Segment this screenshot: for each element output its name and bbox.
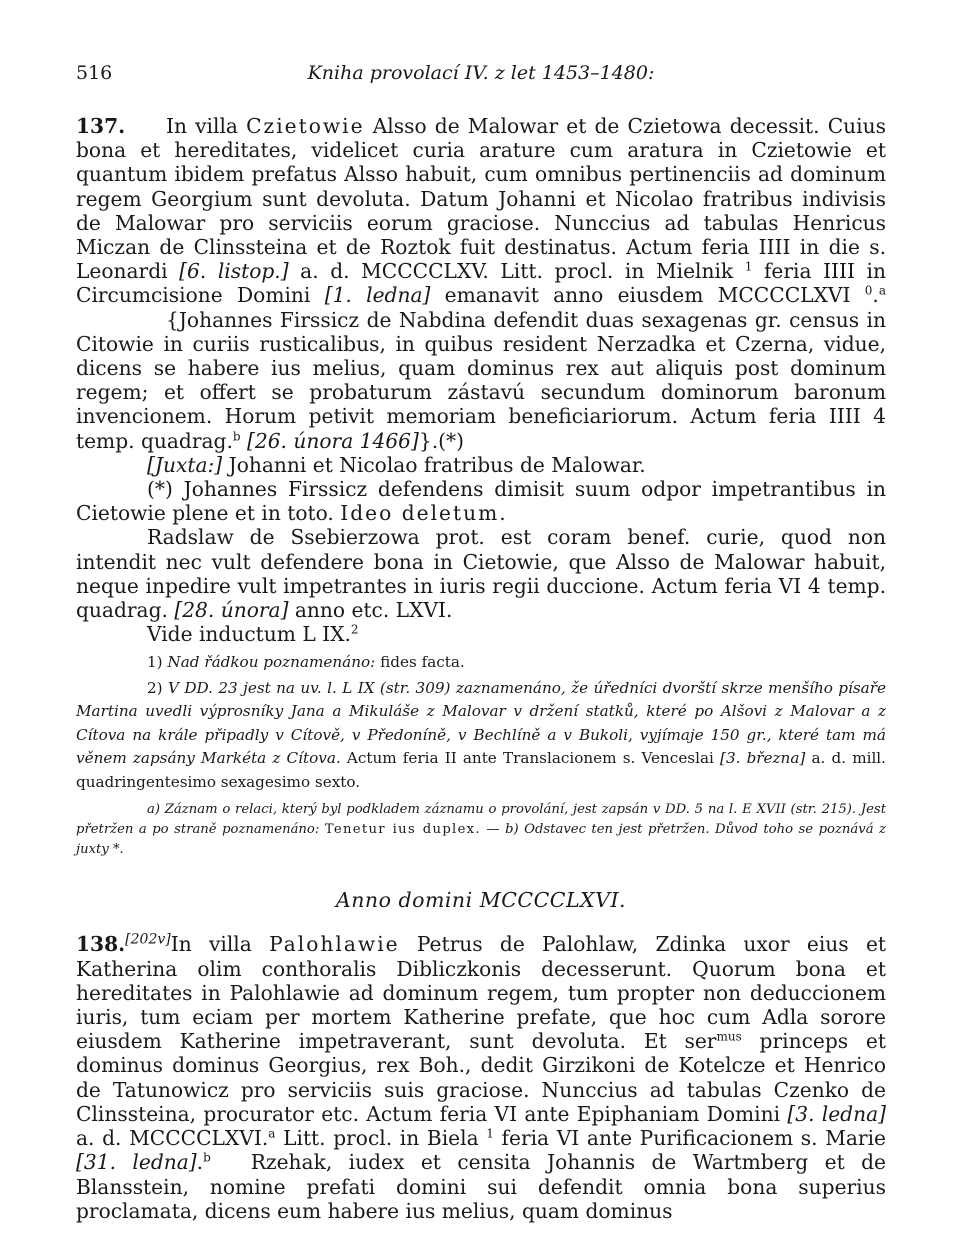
radslaw-paragraph — [76, 525, 886, 622]
entry-text: a. d. MCCCCLXV. Litt. procl. in Mielnik — [288, 259, 745, 284]
footnote-text: a. d. mill. quadringentesimo sexagesimo sexto. — [76, 749, 886, 791]
entry-text: a. d. MCCCCLXVI. — [76, 1126, 269, 1151]
date-annotation: [26. února 1466] — [246, 428, 419, 453]
note-mark: a) — [147, 802, 161, 818]
running-title: Kniha provolací IV. z let 1453–1480: — [307, 62, 655, 84]
entry-text: princeps et dominus dominus Georgius, rex Boh., dedit Girzikoni de Kotelcze et Henrico de Tatunowicz pro serviciis suis graciose. Nunccius ad tabulas Czenko de Clinssteina, procurator etc. Actum feria VI ante Epiphaniam Domini — [76, 1029, 886, 1126]
note-ref: a — [268, 1126, 276, 1141]
entry-text: In villa — [170, 932, 270, 957]
entry-text: Rzehak, iudex et censita Johannis de Wartmberg et de Blansstein, nomine prefati domini sui defendit omnia bona superius proclamata, dicens eum habere ius melius, quam dominus — [76, 1150, 886, 1223]
footnote-text: fides facta. — [375, 653, 465, 672]
date-annotation: [31. ledna] — [76, 1150, 197, 1175]
entry-text: . — [196, 1150, 204, 1175]
note-ref: 0 — [864, 283, 873, 298]
footnote-ref: 1 — [486, 1126, 494, 1141]
entry-text: Litt. procl. in Biela — [275, 1126, 487, 1151]
superscript: mus — [716, 1029, 742, 1044]
entry-text: feria VI ante Purificacionem s. Marie — [493, 1126, 886, 1151]
page-header — [76, 62, 886, 92]
entry-text: . — [872, 283, 879, 308]
footnote-mark: 1) — [147, 653, 163, 672]
place-name: Czietowie — [246, 114, 365, 138]
note-ref: a — [878, 283, 886, 298]
juxta-text: Johanni et Nicolao fratribus de Malowar. — [222, 452, 646, 477]
entry-number: 138. — [76, 932, 126, 957]
note-dash: — — [480, 822, 506, 838]
place-name: Palohlawie — [269, 932, 400, 957]
entry-text: Alsso de Malowar et de Czietowa decessit. Cuius bona et hereditates, videlicet curia arature cum aratura in Czietowie et quantum ibidem prefatus Alsso habuit, cum omnibus pertinenciis ad dominum regem Georgium sunt devoluta. Datum Johanni et Nicolao fratribus indivisis de Malowar pro serviciis eorum graciose. Nunccius ad tabulas Henricus Miczan de Clinssteina et de Roztok fuit destinatus. Actum feria IIII in die s. Leonardi — [76, 114, 886, 284]
juxta-label: [Juxta:] — [147, 452, 223, 477]
radslaw-text: Radslaw de Ssebierzowa prot. est coram benef. curie, quod non intendit nec vult defendere bona in Cietowie, que Alsso de Malowar habuit, neque inpedire vult impetrantes in iuris regii duccione. Actum feria VI 4 temp. quadrag. — [76, 525, 886, 623]
entry-text: }.(*) — [418, 428, 465, 453]
entry-text: {Johannes Firssicz de Nabdina defendit duas sexagenas gr. census in Citowie in curiis rusticalibus, in quibus resident Nerzadka et Czerna, vidue, dicens se habere ius melius, quam dominus rex aut aliquis post dominum regem; et offert se probaturum zástavú secundum dominorum baronum invencionem. Horum petivit memoriam beneficiariorum. Actum feria IIII 4 temp. quadrag. — [76, 307, 886, 453]
note-ref: b — [232, 428, 241, 443]
note-ref: b — [203, 1150, 211, 1165]
note-text: Odstavec ten jest přetržen. Důvod toho se poznává z juxty *. — [76, 822, 886, 858]
page-number: 516 — [76, 62, 113, 84]
date-annotation: [3. ledna] — [787, 1101, 887, 1126]
document-page — [76, 62, 886, 1223]
section-title: Anno domini MCCCCLXVI. — [335, 888, 627, 913]
note-mark: b) — [505, 822, 519, 838]
footnote-italic: Nad řádkou poznamenáno: — [162, 653, 376, 672]
entry-text: In villa — [165, 114, 247, 138]
note-quote: Tenetur ius duplex. — [324, 822, 481, 838]
note-text: Záznam o relaci, který byl podkladem záznamu o provolání, jest zapsán v DD. 5 na l. E XVII (str. 215). Jest přetržen a po straně poznamenáno: — [76, 802, 886, 838]
entry-text: feria IIII in Circumcisione Domini — [76, 259, 886, 308]
vide-text: Vide inductum L IX. — [147, 622, 351, 647]
footnote-italic: V DD. 23 jest na uv. l. L IX (str. 309) zaznamenáno, že úředníci dvorští skrze menšího písaře Martina uvedli výprosníky Jana a Mikuláše z Malovar v držení statků, které po Alšovi z Malovar a z Cítova na krále připadly v Cítově, v Předoníně, v Bechlíně a v Bukoli, vyjímaje 150 gr., které tam má věnem zapsány Markéta z Cítova. — [76, 678, 886, 768]
star-note-text: (*) Johannes Firssicz defendens dimisit suum odpor impetrantibus in Cietowie plene et in toto. — [76, 477, 886, 526]
entry-text: emanavit anno eiusdem MCCCCLXVI — [430, 283, 865, 308]
folio-mark: [202v] — [125, 931, 171, 948]
footnote-1 — [76, 651, 886, 675]
vide-line — [76, 622, 886, 646]
footnote-ref: 1 — [744, 259, 753, 274]
entry-138 — [76, 932, 886, 1222]
footnote-ref: 2 — [350, 622, 359, 637]
entry-137 — [76, 114, 886, 453]
juxta-line — [76, 453, 886, 477]
entry-number: 137. — [76, 114, 126, 138]
footnote-text: Actum feria II ante Translacionem s. Venceslai — [340, 749, 721, 768]
entry-text: Petrus de Palohlaw, Zdinka uxor eius et Katherina olim conthoralis Dibliczkonis decesserunt. Quorum bona et hereditates in Palohlawie ad dominum regem, tum propter non deduccionem iuris, tum eciam per mortem Katherine prefate, que hoc cum Adla sorore eiusdem Katherine impetraverant, sunt devoluta. Et ser — [76, 932, 886, 1054]
apparatus-note — [76, 800, 886, 860]
footnote-mark: 2) — [147, 678, 163, 697]
date-annotation: [3. března] — [720, 749, 806, 768]
date-annotation: [6. listop.] — [179, 259, 289, 284]
star-note — [76, 477, 886, 525]
footnote-2 — [76, 677, 886, 795]
deletum: Ideo deletum. — [340, 501, 508, 526]
date-annotation: [1. ledna] — [324, 283, 431, 308]
date-annotation: [28. února] — [174, 598, 289, 623]
radslaw-text-end: anno etc. LXVI. — [288, 598, 453, 623]
